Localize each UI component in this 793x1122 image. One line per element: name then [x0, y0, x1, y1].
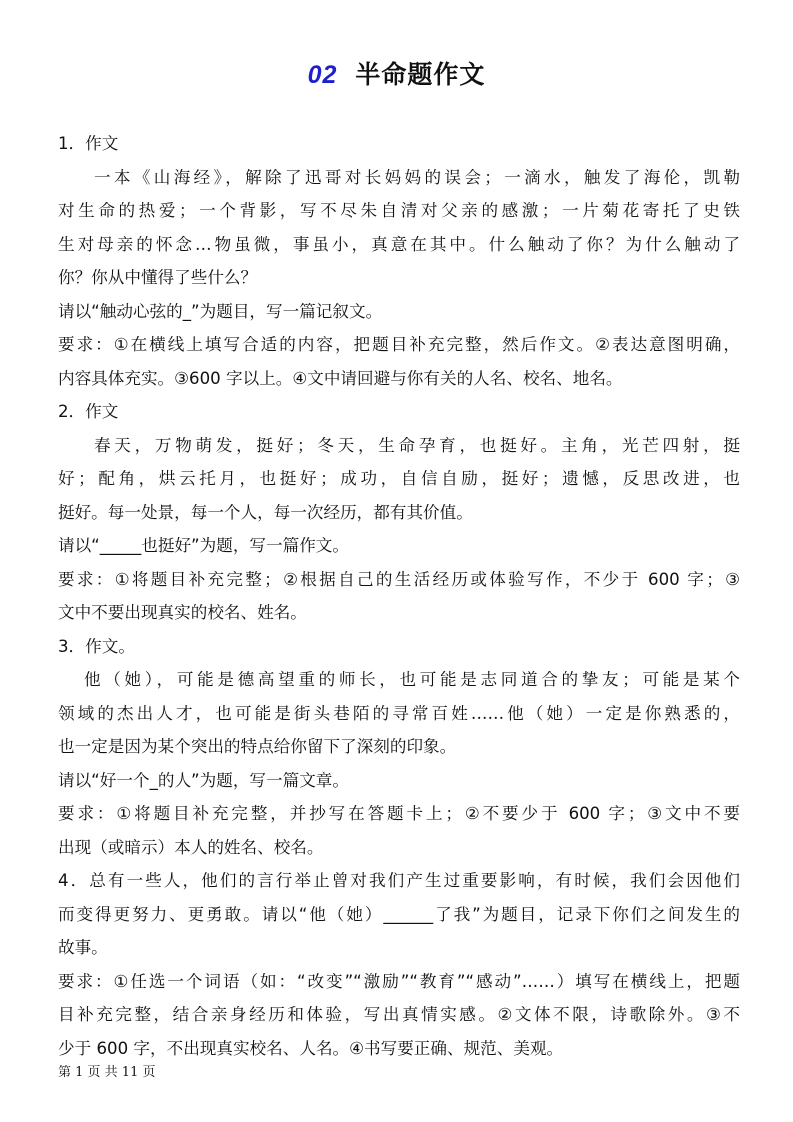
- question-1-requirements-line: 内容具体充实。③600 字以上。④文中请回避与你有关的人名、校名、地名。: [58, 368, 623, 388]
- question-3-passage-line: 领域的杰出人才，也可能是街头巷陌的寻常百姓……他（她）一定是你熟悉的，: [58, 703, 740, 723]
- question-2-passage-line: 春天，万物萌发，挺好；冬天，生命孕育，也挺好。主角，光芒四射，挺: [94, 435, 740, 455]
- document-body: [58, 127, 740, 1065]
- question-4-stem-line: 而变得更努力、更勇敢。请以“他（她）______了我”为题目，记录下你们之间发生的: [58, 904, 740, 924]
- question-1-heading: 1．作文: [58, 134, 119, 153]
- question-1-passage-line: 你？你从中懂得了些什么？: [58, 268, 258, 287]
- question-1-passage-line: 生对母亲的怀念…物虽微，事虽小，真意在其中。什么触动了你？为什么触动了: [58, 234, 740, 254]
- question-2-heading: 2．作文: [58, 402, 119, 421]
- question-2-passage-line: 好；配角，烘云托月，也挺好；成功，自信自励，挺好；遗憾，反思改进，也: [58, 469, 740, 488]
- title-text: 半命题作文: [355, 60, 486, 89]
- question-2-prompt: 请以“_____也挺好”为题，写一篇作文。: [58, 536, 349, 555]
- question-1-passage-line: 对生命的热爱；一个背影，写不尽朱自清对父亲的感激；一片菊花寄托了史铁: [58, 201, 740, 220]
- question-3-heading: 3．作文。: [58, 636, 135, 656]
- question-2-requirements-line: 文中不要出现真实的校名、姓名。: [58, 603, 307, 622]
- question-1-requirements-line: 要求：①在横线上填写合适的内容，把题目补充完整，然后作文。②表达意图明确，: [58, 335, 740, 354]
- page-title: [0, 58, 793, 92]
- question-3-passage-line: 他（她），可能是德高望重的师长，也可能是志同道合的挚友；可能是某个: [84, 670, 740, 689]
- question-4-stem-line: 故事。: [58, 938, 108, 957]
- title-number: 02: [307, 61, 338, 89]
- question-3-prompt: 请以“好一个_的人”为题，写一篇文章。: [58, 770, 349, 790]
- question-1-prompt: 请以“触动心弦的_”为题目，写一篇记叙文。: [58, 301, 383, 321]
- question-2-passage-line: 挺好。每一处景，每一个人，每一次经历，都有其价值。: [58, 502, 473, 522]
- question-4-requirements-line: 要求：①任选一个词语（如：“改变”“激励”“教育”“感动”……）填写在横线上，把题: [58, 971, 740, 991]
- question-2-requirements-line: 要求：①将题目补充完整；②根据自己的生活经历或体验写作，不少于 600 字；③: [58, 569, 740, 589]
- question-3-requirements-line: 出现（或暗示）本人的姓名、校名。: [58, 837, 324, 857]
- question-4-requirements-line: 目补充完整，结合亲身经历和体验，写出真情实感。②文体不限，诗歌除外。③不: [58, 1005, 740, 1024]
- question-1-passage-line: 一本《山海经》，解除了迅哥对长妈妈的误会；一滴水，触发了海伦，凯勒: [94, 167, 740, 187]
- question-3-passage-line: 也一定是因为某个突出的特点给你留下了深刻的印象。: [58, 737, 457, 756]
- question-4-requirements-line: 少于 600 字，不出现真实校名、人名。④书写要正确、规范、美观。: [58, 1038, 564, 1058]
- question-4-stem-line: 4．总有一些人，他们的言行举止曾对我们产生过重要影响，有时候，我们会因他们: [58, 871, 740, 890]
- question-3-requirements-line: 要求：①将题目补充完整，并抄写在答题卡上；②不要少于 600 字；③文中不要: [58, 804, 740, 823]
- page-footer: 第 1 页 共 11 页: [58, 1065, 156, 1080]
